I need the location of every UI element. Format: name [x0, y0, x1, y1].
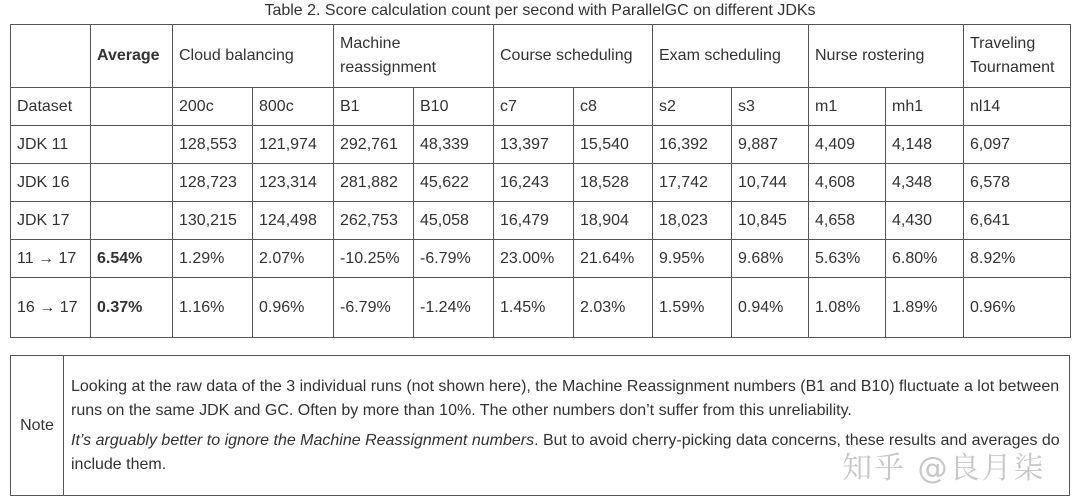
table-cell: 262,753 [334, 202, 414, 240]
table-cell: 4,430 [886, 202, 964, 240]
table-cell: 9.68% [732, 240, 809, 278]
dataset-cell: nl14 [964, 88, 1071, 126]
row-average: 0.37% [91, 278, 173, 338]
table-cell: 1.45% [494, 278, 574, 338]
table-cell: 6,097 [964, 126, 1071, 164]
dataset-cell: B1 [334, 88, 414, 126]
table-cell: 16,479 [494, 202, 574, 240]
dataset-cell: m1 [809, 88, 886, 126]
table-cell: 0.94% [732, 278, 809, 338]
table-cell: 23.00% [494, 240, 574, 278]
table-cell: 128,553 [173, 126, 253, 164]
dataset-row [11, 88, 1071, 126]
table-cell: 281,882 [334, 164, 414, 202]
note-label: Note [11, 356, 64, 496]
table-cell: 124,498 [253, 202, 334, 240]
table-row-11-to-17 [11, 240, 1071, 278]
dataset-label: Dataset [11, 88, 91, 126]
row-average [91, 126, 173, 164]
table-cell: -6.79% [334, 278, 414, 338]
table-cell: 0.96% [253, 278, 334, 338]
row-average: 6.54% [91, 240, 173, 278]
dataset-average-cell [91, 88, 173, 126]
row-average [91, 164, 173, 202]
watermark: 知乎 @良月柒 [842, 451, 1046, 486]
table-cell: 2.03% [574, 278, 653, 338]
table-caption: Table 2. Score calculation count per second with ParallelGC on different JDKs [264, 2, 816, 19]
group-header-row [11, 25, 1071, 88]
row-label: JDK 17 [11, 202, 91, 240]
dataset-cell: s2 [653, 88, 732, 126]
table-cell: 13,397 [494, 126, 574, 164]
table-cell: 9,887 [732, 126, 809, 164]
table-cell: 4,148 [886, 126, 964, 164]
table-cell: 1.89% [886, 278, 964, 338]
header-average: Average [91, 25, 173, 88]
table-cell: -10.25% [334, 240, 414, 278]
table-cell: 45,058 [414, 202, 494, 240]
table-cell: 130,215 [173, 202, 253, 240]
row-label: JDK 16 [11, 164, 91, 202]
table-cell: 18,023 [653, 202, 732, 240]
row-label: 11 → 17 [11, 240, 91, 278]
dataset-cell: s3 [732, 88, 809, 126]
table-cell: 21.64% [574, 240, 653, 278]
table-cell: 1.16% [173, 278, 253, 338]
row-label: JDK 11 [11, 126, 91, 164]
table-row-16-to-17 [11, 278, 1071, 338]
table-cell: 123,314 [253, 164, 334, 202]
table-cell: 4,348 [886, 164, 964, 202]
table-cell: 2.07% [253, 240, 334, 278]
table-cell: 4,608 [809, 164, 886, 202]
table-cell: 10,744 [732, 164, 809, 202]
table-cell: 16,243 [494, 164, 574, 202]
dataset-cell: mh1 [886, 88, 964, 126]
table-cell: 10,845 [732, 202, 809, 240]
table-cell: 292,761 [334, 126, 414, 164]
header-exam-scheduling: Exam scheduling [653, 25, 809, 88]
table-cell: -6.79% [414, 240, 494, 278]
note-paragraph-1: Looking at the raw data of the 3 individual runs (not shown here), the Machine Reassignment numbers (B1 and B10) fluctuate a lot between runs on the same JDK and GC. Often by more than 10%. The other numbers don’t suffer from this unreliability. [71, 377, 1060, 419]
table-cell: 15,540 [574, 126, 653, 164]
table-cell: 16,392 [653, 126, 732, 164]
table-cell: 8.92% [964, 240, 1071, 278]
table-cell: 5.63% [809, 240, 886, 278]
dataset-cell: B10 [414, 88, 494, 126]
table-cell: -1.24% [414, 278, 494, 338]
table-cell: 45,622 [414, 164, 494, 202]
table-cell: 4,658 [809, 202, 886, 240]
row-label: 16 → 17 [11, 278, 91, 338]
table-cell: 6,641 [964, 202, 1071, 240]
table-cell: 9.95% [653, 240, 732, 278]
header-traveling-tournament: Traveling Tournament [964, 25, 1071, 88]
row-average [91, 202, 173, 240]
header-course-scheduling: Course scheduling [494, 25, 653, 88]
dataset-cell: c8 [574, 88, 653, 126]
table-cell: 0.96% [964, 278, 1071, 338]
table-row-jdk17 [11, 202, 1071, 240]
header-cloud-balancing: Cloud balancing [173, 25, 334, 88]
table-row-jdk11 [11, 126, 1071, 164]
table-cell: 48,339 [414, 126, 494, 164]
header-blank [11, 25, 91, 88]
table-cell: 18,904 [574, 202, 653, 240]
note-paragraph-2-rest: . But to avoid cherry-picking data concerns, these results and averages do include them. [71, 431, 1060, 473]
note-emphasis: It’s arguably better to ignore the Machine Reassignment numbers [71, 431, 535, 449]
dataset-cell: c7 [494, 88, 574, 126]
table-cell: 121,974 [253, 126, 334, 164]
dataset-cell: 800c [253, 88, 334, 126]
table-cell: 6,578 [964, 164, 1071, 202]
dataset-cell: 200c [173, 88, 253, 126]
table-cell: 1.29% [173, 240, 253, 278]
table-row-jdk16 [11, 164, 1071, 202]
table-cell: 1.08% [809, 278, 886, 338]
header-nurse-rostering: Nurse rostering [809, 25, 964, 88]
table-cell: 4,409 [809, 126, 886, 164]
table-cell: 17,742 [653, 164, 732, 202]
table-cell: 1.59% [653, 278, 732, 338]
table-cell: 18,528 [574, 164, 653, 202]
score-table [10, 24, 1071, 338]
table-cell: 128,723 [173, 164, 253, 202]
header-machine-reassignment: Machine reassignment [334, 25, 494, 88]
table-cell: 6.80% [886, 240, 964, 278]
